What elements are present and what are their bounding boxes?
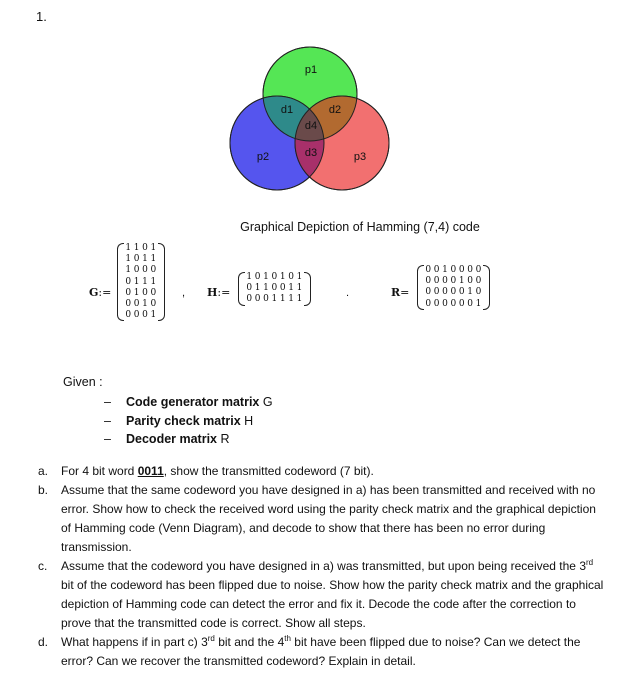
matrix-cell: 0 — [254, 272, 261, 282]
matrix-cell: 0 — [425, 276, 432, 287]
label-p3: p3 — [353, 151, 367, 163]
matrix-cell: 0 — [133, 299, 140, 310]
label-p2: p2 — [256, 151, 270, 163]
matrix-cell: 1 — [125, 265, 132, 276]
matrix-cell: 0 — [142, 287, 148, 298]
label-d3: d3 — [304, 147, 318, 159]
label-d1: d1 — [280, 104, 294, 116]
matrix-cell: 0 — [425, 265, 432, 275]
question-list — [38, 462, 608, 671]
venn-diagram — [225, 42, 415, 212]
matrix-cell: 0 — [150, 265, 157, 276]
matrix-h-row — [245, 283, 304, 294]
matrix-h-row — [245, 294, 304, 305]
matrix-cell: 0 — [125, 299, 132, 310]
matrix-cell: 1 — [142, 254, 148, 265]
matrix-cell: 1 — [296, 272, 303, 282]
matrix-cell: 0 — [467, 276, 474, 287]
matrix-r-row — [424, 299, 483, 310]
matrix-cell: 1 — [133, 287, 140, 298]
matrix-cell: 0 — [142, 310, 148, 321]
matrix-h-label: H:= — [207, 286, 231, 299]
matrix-cell: 1 — [442, 265, 448, 275]
given-item-g: – Code generator matrix G — [104, 395, 273, 409]
matrix-cell: 1 — [125, 243, 132, 253]
matrix-cell: 1 — [133, 243, 140, 253]
matrix-cell: 0 — [450, 287, 457, 298]
matrix-cell: 0 — [279, 283, 286, 294]
matrix-cell: 0 — [467, 265, 474, 275]
matrix-cell: 1 — [271, 294, 278, 305]
matrix-cell: 0 — [271, 283, 278, 294]
matrix-r — [424, 265, 483, 310]
matrix-cell: 0 — [450, 298, 457, 309]
matrix-cell: 0 — [442, 287, 448, 298]
matrix-g — [124, 243, 158, 321]
matrix-g-row — [124, 299, 158, 310]
matrix-cell: 0 — [433, 298, 440, 309]
matrix-cell: 1 — [263, 283, 269, 294]
matrix-cell: 0 — [442, 298, 448, 309]
matrix-h — [245, 272, 304, 306]
matrix-cell: 0 — [125, 310, 132, 321]
label-p1: p1 — [304, 64, 318, 76]
matrix-cell: 0 — [150, 299, 157, 310]
matrix-cell: 0 — [133, 254, 140, 265]
matrix-cell: 0 — [475, 287, 482, 298]
matrix-cell: 0 — [133, 310, 140, 321]
question-number: 1. — [36, 9, 47, 24]
matrix-cell: 1 — [279, 272, 286, 282]
matrix-cell: 1 — [263, 272, 269, 282]
matrix-cell: 0 — [433, 276, 440, 287]
matrix-g-row — [124, 254, 158, 265]
matrix-g-comma: , — [182, 287, 186, 299]
matrix-r-row — [424, 265, 483, 276]
matrix-cell: 0 — [433, 265, 440, 275]
matrix-cell: 1 — [142, 299, 148, 310]
matrix-cell: 1 — [133, 276, 140, 287]
matrix-r-label: R= — [391, 286, 410, 299]
given-list — [104, 393, 273, 449]
matrix-cell: 0 — [142, 265, 148, 276]
matrix-cell: 1 — [142, 276, 148, 287]
question-c: c. Assume that the codeword you have designed in a) was transmitted, but upon being received the 3rd bit of the codeword has been flipped due to noise. Show how the parity check matrix and the graphical depiction of Hamming code can detect the error and fix it. Decode the code after the correction to prove that the transmitted code is correct. Show all steps. — [38, 558, 604, 630]
matrix-cell: 0 — [125, 287, 132, 298]
question-b: b. Assume that the same codeword you have designed in a) has been transmitted and received with no error. Show how to check the received word using the parity check matrix and the graphical depiction of Hamming code (Venn Diagram), and decode to show that there has been no error during transmission. — [38, 483, 596, 554]
question-a: a. For 4 bit word 0011, show the transmitted codeword (7 bit). — [38, 464, 374, 478]
matrix-h-period: . — [346, 287, 350, 299]
matrix-cell: 1 — [150, 310, 157, 321]
matrix-cell: 0 — [271, 272, 278, 282]
matrix-cell: 0 — [475, 265, 482, 275]
matrix-cell: 0 — [288, 272, 295, 282]
matrix-cell: 0 — [133, 265, 140, 276]
matrix-cell: 0 — [450, 265, 457, 275]
matrix-cell: 0 — [254, 294, 261, 305]
question-d: d. What happens if in part c) 3rd bit and the 4th bit have been flipped due to noise? Can we detect the error? Can we recover the transmitted codeword? Explain in detail. — [38, 634, 581, 668]
matrix-g-row — [124, 288, 158, 299]
matrix-cell: 0 — [425, 287, 432, 298]
matrix-cell: 0 — [125, 276, 132, 287]
given-item-r: – Decoder matrix R — [104, 432, 230, 446]
matrix-cell: 0 — [246, 283, 253, 294]
matrix-cell: 1 — [296, 283, 303, 294]
matrix-cell: 0 — [425, 298, 432, 309]
matrix-cell: 1 — [254, 283, 261, 294]
matrix-g-row — [124, 310, 158, 321]
matrix-h-row — [245, 272, 304, 283]
matrix-cell: 1 — [125, 254, 132, 265]
matrix-cell: 0 — [246, 294, 253, 305]
matrix-g-label: G:= — [89, 286, 112, 299]
diagram-caption: Graphical Depiction of Hamming (7,4) code — [240, 220, 480, 234]
matrix-r-row — [424, 287, 483, 298]
matrix-cell: 1 — [296, 294, 303, 305]
label-d2: d2 — [328, 104, 342, 116]
matrix-g-row — [124, 265, 158, 276]
given-item-h: – Parity check matrix H — [104, 413, 254, 428]
matrix-cell: 1 — [288, 283, 295, 294]
matrix-cell: 1 — [150, 276, 157, 287]
matrix-cell: 0 — [475, 276, 482, 287]
matrix-cell: 0 — [263, 294, 269, 305]
matrix-cell: 0 — [150, 287, 157, 298]
matrix-cell: 0 — [450, 276, 457, 287]
matrix-cell: 1 — [288, 294, 295, 305]
matrix-g-row — [124, 243, 158, 254]
matrix-cell: 0 — [142, 243, 148, 253]
matrix-cell: 0 — [467, 298, 474, 309]
matrix-cell: 1 — [150, 254, 157, 265]
given-title: Given : — [63, 375, 103, 389]
matrix-cell: 0 — [458, 287, 465, 298]
matrix-r-row — [424, 276, 483, 287]
matrix-cell: 0 — [458, 298, 465, 309]
matrix-cell: 0 — [433, 287, 440, 298]
matrix-g-row — [124, 277, 158, 288]
label-d4: d4 — [304, 120, 318, 132]
matrix-cell: 1 — [246, 272, 253, 282]
matrix-cell: 1 — [150, 243, 157, 253]
matrix-cell: 0 — [458, 265, 465, 275]
matrix-cell: 1 — [467, 287, 474, 298]
matrix-cell: 0 — [442, 276, 448, 287]
matrix-cell: 1 — [279, 294, 286, 305]
matrix-cell: 1 — [458, 276, 465, 287]
matrix-cell: 1 — [475, 298, 482, 309]
